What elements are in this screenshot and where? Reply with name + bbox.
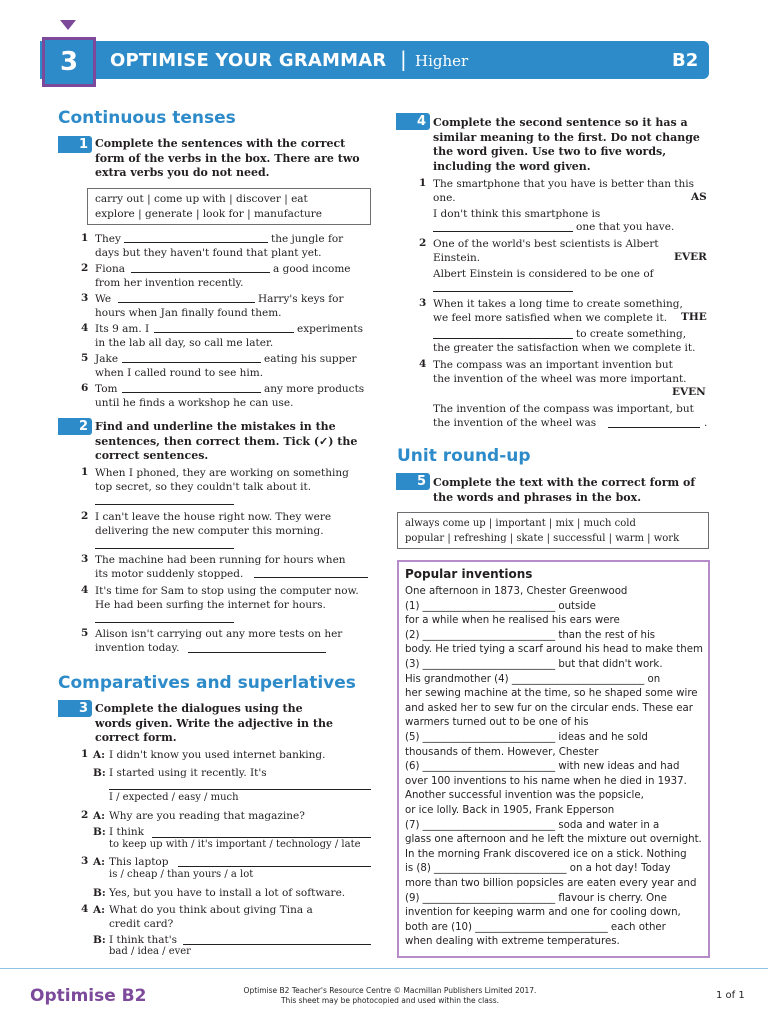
exercise-instruction: Complete the second sentence so it has a similar meaning to the first. Do not change the word given. Use two to five words, including the word given. bbox=[433, 116, 700, 173]
text-line: warmers turned out to be one of his bbox=[405, 717, 589, 729]
sentence: the invention of the wheel was more important. bbox=[433, 373, 687, 385]
answer-line[interactable] bbox=[433, 231, 573, 232]
answer-line[interactable] bbox=[183, 944, 371, 945]
answer-line[interactable] bbox=[188, 652, 326, 653]
text-line: thousands of them. However, Chester bbox=[405, 746, 599, 758]
sentence: Einstein. bbox=[433, 252, 481, 264]
answer-line[interactable] bbox=[154, 332, 294, 333]
answer-line[interactable] bbox=[124, 242, 268, 243]
footer-brand: Optimise B2 bbox=[30, 986, 147, 1006]
sentence-middle: a good income bbox=[273, 263, 351, 275]
dialogue-line: Why are you reading that magazine? bbox=[109, 810, 305, 822]
item-number: 5 bbox=[81, 352, 89, 364]
word-cue: I / expected / easy / much bbox=[109, 792, 239, 803]
word-cue: to keep up with / it's important / technology / late bbox=[109, 839, 361, 850]
text-line: both are (10) __________________________ each other bbox=[405, 921, 666, 933]
item-number: 1 bbox=[81, 748, 89, 760]
sentence: It's time for Sam to stop using the computer now. He had been surfing the internet for hours. bbox=[95, 585, 359, 611]
sentence-start: Its 9 am. I bbox=[95, 323, 150, 335]
text-line: (5) __________________________ ideas and he sold bbox=[405, 732, 648, 743]
item-number: 3 bbox=[81, 855, 89, 867]
item-number: 1 bbox=[81, 466, 89, 478]
sentence-start: They bbox=[95, 233, 121, 245]
sentence: one. bbox=[433, 192, 456, 204]
item-number: 3 bbox=[419, 297, 427, 309]
item-number: 4 bbox=[81, 322, 89, 334]
word-box: always come up | important | mix | much cold popular | refreshing | skate | successful | warm | work bbox=[397, 512, 709, 549]
sentence: I don't think this smartphone is bbox=[433, 208, 601, 220]
exercise-number: 4 bbox=[396, 113, 430, 130]
footer-copyright: Optimise B2 Teacher's Resource Centre © Macmillan Publishers Limited 2017. This sheet may be photocopied and used within the class. bbox=[243, 986, 537, 1005]
sentence-end: from her invention recently. bbox=[95, 277, 244, 289]
sentence: one that you have. bbox=[576, 221, 675, 233]
dialogue-line: I think that's bbox=[109, 934, 178, 946]
unit-marker-icon bbox=[60, 20, 76, 30]
text-line: her sewing machine at the time, so he shaped some wire bbox=[405, 688, 698, 700]
item-number: 1 bbox=[419, 177, 427, 189]
key-word: THE bbox=[681, 311, 707, 323]
text-line: (1) __________________________ outside bbox=[405, 600, 596, 612]
item-number: 2 bbox=[419, 237, 427, 249]
sentence-middle: eating his supper bbox=[264, 353, 357, 365]
sentence: I can't leave the house right now. They were delivering the new computer this morning. bbox=[95, 511, 332, 537]
speaker-b: B: bbox=[93, 767, 106, 779]
header-separator: | bbox=[400, 47, 407, 71]
dialogue-line: I think bbox=[109, 826, 144, 838]
exercise-number: 3 bbox=[58, 700, 92, 717]
key-word: AS bbox=[691, 191, 707, 203]
exercise-instruction: Find and underline the mistakes in the sentences, then correct them. Tick (✓) the correct sentences. bbox=[95, 420, 358, 462]
dialogue-line: Yes, but you have to install a lot of software. bbox=[109, 887, 346, 899]
answer-line[interactable] bbox=[254, 577, 368, 578]
exercise-instruction: Complete the dialogues using the words given. Write the adjective in the correct form. bbox=[95, 702, 333, 744]
text-line: or ice lolly. Back in 1905, Frank Epperson bbox=[405, 805, 615, 816]
text-line: when dealing with extreme temperatures. bbox=[405, 936, 620, 948]
item-number: 2 bbox=[81, 510, 89, 522]
text-line: In the morning Frank discovered ice on a stick. Nothing bbox=[405, 848, 687, 860]
sentence: Alison isn't carrying out any more tests on her invention today. bbox=[95, 628, 343, 654]
answer-line[interactable] bbox=[118, 302, 255, 303]
sentence-middle: experiments bbox=[297, 323, 363, 335]
answer-line[interactable] bbox=[109, 789, 371, 790]
text-title: Popular inventions bbox=[405, 567, 533, 581]
section-continuous-tenses: Continuous tenses bbox=[58, 108, 236, 128]
dialogue-line: What do you think about giving Tina a credit card? bbox=[109, 904, 313, 930]
section-comparatives: Comparatives and superlatives bbox=[58, 673, 356, 693]
answer-line[interactable] bbox=[131, 272, 270, 273]
dialogue-line: I started using it recently. It's bbox=[109, 767, 267, 779]
key-word: EVER bbox=[674, 251, 707, 263]
answer-line[interactable] bbox=[152, 837, 371, 838]
speaker-b: B: bbox=[93, 934, 106, 946]
sentence-end: days but they haven't found that plant yet. bbox=[95, 247, 322, 259]
text-line: more than two billion popsicles are eaten every year and bbox=[405, 878, 697, 889]
exercise-instruction: Complete the text with the correct form of the words and phrases in the box. bbox=[433, 476, 696, 504]
sentence: The invention of the compass was important, but bbox=[433, 403, 694, 415]
sentence: the greater the satisfaction when we complete it. bbox=[433, 342, 696, 354]
sentence-end: until he finds a workshop he can use. bbox=[95, 397, 294, 409]
speaker-b: B: bbox=[93, 887, 106, 899]
item-number: 1 bbox=[81, 232, 89, 244]
sentence: One of the world's best scientists is Albert bbox=[433, 238, 659, 250]
text-line: is (8) __________________________ on a hot day! Today bbox=[405, 863, 671, 875]
item-number: 2 bbox=[81, 262, 89, 274]
text-line: glass one afternoon and he left the mixture out overnight. bbox=[405, 834, 702, 846]
text-line: for a while when he realised his ears were bbox=[405, 615, 620, 627]
text-line: and asked her to sew fur on the circular ends. These ear bbox=[405, 702, 693, 714]
exercise-number: 5 bbox=[396, 473, 430, 490]
text-line: (7) __________________________ soda and water in a bbox=[405, 819, 660, 831]
sentence-start: Fiona bbox=[95, 263, 125, 275]
footer-divider bbox=[0, 968, 768, 969]
text-line: invention for keeping warm and one for cooling down, bbox=[405, 907, 681, 919]
item-number: 4 bbox=[81, 584, 89, 596]
speaker-a: A: bbox=[93, 856, 106, 868]
answer-line[interactable] bbox=[95, 504, 234, 505]
text-line: (9) __________________________ flavour is cherry. One bbox=[405, 892, 667, 904]
speaker-a: A: bbox=[93, 904, 106, 916]
unit-number: 3 bbox=[42, 37, 96, 87]
text-line: Another successful invention was the popsicle, bbox=[405, 790, 644, 802]
text-line: (6) __________________________ with new ideas and had bbox=[405, 761, 680, 773]
sentence: When I phoned, they are working on something top secret, so they couldn't talk about it. bbox=[95, 467, 349, 493]
item-number: 2 bbox=[81, 809, 89, 821]
answer-line[interactable] bbox=[608, 427, 700, 428]
page-subtitle: Higher bbox=[415, 52, 469, 70]
sentence-middle: any more products bbox=[264, 383, 365, 395]
answer-line[interactable] bbox=[433, 338, 573, 339]
sentence-start: We bbox=[95, 293, 112, 305]
section-unit-roundup: Unit round-up bbox=[397, 446, 531, 466]
item-number: 4 bbox=[81, 903, 89, 915]
dialogue-line: This laptop bbox=[109, 856, 169, 868]
answer-line[interactable] bbox=[95, 548, 234, 549]
sentence: The machine had been running for hours when its motor suddenly stopped. bbox=[95, 554, 346, 580]
sentence-end: hours when Jan finally found them. bbox=[95, 307, 282, 319]
answer-line[interactable] bbox=[122, 392, 261, 393]
text-line: His grandmother (4) __________________________ on bbox=[405, 673, 661, 685]
sentence-start: Jake bbox=[95, 353, 119, 365]
sentence: we feel more satisfied when we complete it. bbox=[433, 312, 668, 324]
text-line: One afternoon in 1873, Chester Greenwood bbox=[405, 586, 628, 597]
speaker-a: A: bbox=[93, 810, 106, 822]
speaker-b: B: bbox=[93, 826, 106, 838]
sentence-middle: the jungle for bbox=[271, 233, 344, 245]
item-number: 3 bbox=[81, 292, 89, 304]
sentence: Albert Einstein is considered to be one of bbox=[433, 268, 654, 280]
exercise-number: 1 bbox=[58, 136, 92, 153]
dialogue-line: I didn't know you used internet banking. bbox=[109, 749, 326, 761]
sentence: When it takes a long time to create something, bbox=[433, 298, 683, 310]
text-line: over 100 inventions to his name when he died in 1937. bbox=[405, 775, 687, 787]
key-word: EVEN bbox=[672, 386, 706, 398]
sentence-end: in the lab all day, so call me later. bbox=[95, 337, 274, 349]
sentence: The smartphone that you have is better than this bbox=[433, 178, 695, 190]
word-cue: is / cheap / than yours / a lot bbox=[109, 869, 254, 880]
item-number: 4 bbox=[419, 358, 427, 370]
exercise-number: 2 bbox=[58, 418, 92, 435]
word-cue: bad / idea / ever bbox=[109, 946, 191, 957]
sentence: the invention of the wheel was bbox=[433, 417, 597, 429]
page-title: OPTIMISE YOUR GRAMMAR bbox=[110, 50, 387, 71]
item-number: 6 bbox=[81, 382, 89, 394]
word-box: carry out | come up with | discover | eat explore | generate | look for | manufacture bbox=[87, 188, 371, 225]
answer-line[interactable] bbox=[178, 866, 371, 867]
sentence: The compass was an important invention but bbox=[433, 359, 673, 371]
item-number: 5 bbox=[81, 627, 89, 639]
sentence-start: Tom bbox=[95, 383, 118, 395]
exercise-instruction: Complete the sentences with the correct form of the verbs in the box. There are two extra verbs you do not need. bbox=[95, 137, 360, 179]
sentence-middle: Harry's keys for bbox=[258, 293, 344, 305]
sentence-end: when I called round to see him. bbox=[95, 367, 264, 379]
level-badge: B2 bbox=[672, 50, 699, 71]
text-line: (2) __________________________ than the rest of his bbox=[405, 629, 656, 641]
punctuation: . bbox=[704, 417, 708, 429]
text-line: body. He tried tying a scarf around his head to make them bbox=[405, 644, 703, 656]
page-number: 1 of 1 bbox=[716, 990, 745, 1001]
answer-line[interactable] bbox=[95, 622, 234, 623]
speaker-a: A: bbox=[93, 749, 106, 761]
answer-line[interactable] bbox=[122, 362, 261, 363]
answer-line[interactable] bbox=[433, 291, 573, 292]
text-line: (3) __________________________ but that didn't work. bbox=[405, 659, 663, 670]
sentence: to create something, bbox=[576, 328, 687, 340]
item-number: 3 bbox=[81, 553, 89, 565]
